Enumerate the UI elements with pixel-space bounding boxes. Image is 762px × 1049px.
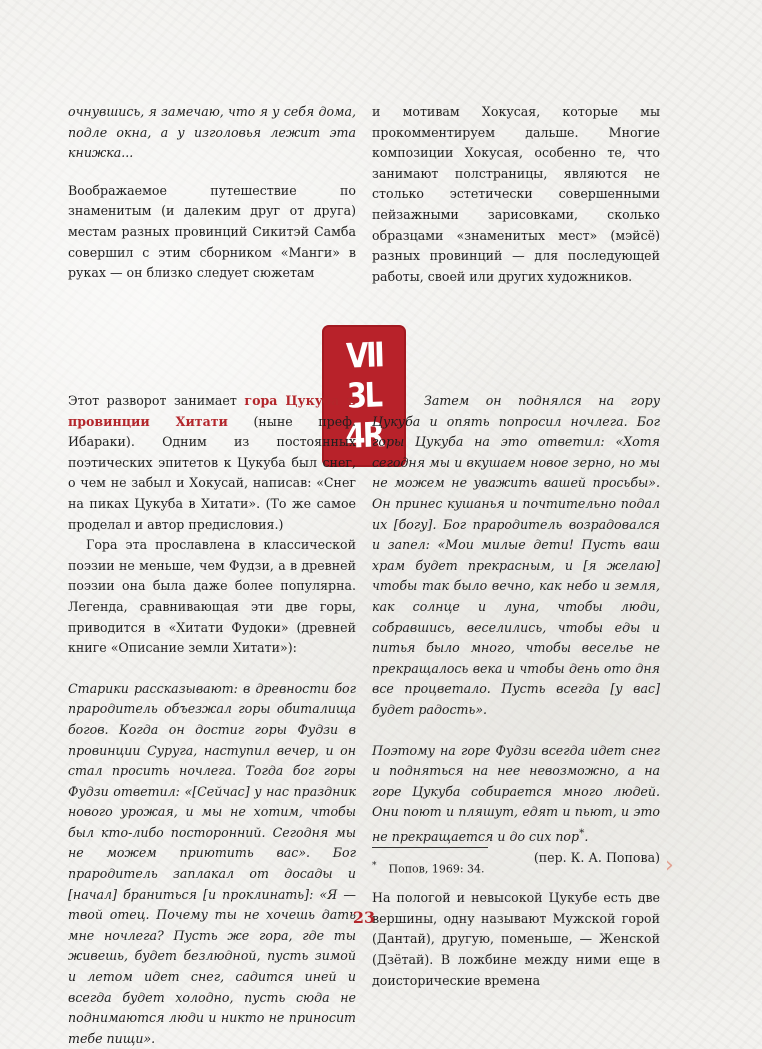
p1-rest: (ныне преф. Ибараки). Одним из постоянных поэтических эпитетов к Цукуба был снег, о чем не забыл и Хокусай, написав: «Снег на пиках Цукуба в Хитати». (То же самое проделал и автор предисловия.) xyxy=(68,413,357,532)
footnote-mark: * xyxy=(579,826,585,839)
quote-2-text: Поэтому на горе Фудзи всегда идет снег и подняться на нее невозможно, а на горе Цукуба собирается много людей. Они поют и пляшут, едят и пьют, и это не прекращается и до сих пор xyxy=(372,742,660,845)
main-right-column xyxy=(372,391,660,991)
seal-line-3: 4R xyxy=(344,415,384,457)
seal-line-2: 3L xyxy=(346,375,382,417)
chevron-right-icon[interactable]: › xyxy=(665,853,674,878)
fuji-tsukuba-quote: Поэтому на горе Фудзи всегда идет снег и подняться на нее невозможно, а на горе Цукуба собирается много людей. Они поют и пляшут, едят и пьют, и это не прекращается и до сих пор*. xyxy=(372,742,660,845)
mount-tsukuba-highlight: гора Цукуба в провинции Хитати xyxy=(68,393,356,429)
tsukuba-intro-paragraph xyxy=(68,391,356,535)
top-left-column xyxy=(68,102,356,284)
seal-line-1: VII xyxy=(345,335,383,377)
hokusai-paragraph: и мотивам Хокусая, которые мы прокомментируем дальше. Многие композиции Хокусая, особенно те, что занимают полстраницы, являются не столько эстетически совершенными пейзажными зарисовками, сколько образцами «знаменитых мест» (мэйсё) разных провинций — для последующей работы, своей или других художников. xyxy=(372,104,660,284)
legend-paragraph: Гора эта прославлена в классической поэзии не меньше, чем Фудзи, а в древней поэзии она была даже более популярна. Легенда, сравнивающая эти две горы, приводится в «Хитати Фудоки» (древней книге «Описание земли Хитати»): xyxy=(68,537,356,656)
p1-start: Этот разворот занимает xyxy=(68,393,245,408)
top-right-column xyxy=(372,102,660,287)
tsukuba-quote: Затем он поднялся на гору Цукуба и опять попросил ночлега. Бог горы Цукуба на это ответил: «Хотя сегодня мы и вкушаем новое зерно, но мы не можем не уважить вашей просьбы». Он принес кушанья и почтительно подал их [богу]. Бог прародитель возрадовался и запел: «Мои милые дети! Пусть ваш храм будет прекрасным, и [я желаю] чтобы так было вечно, как небо и земля, как солнце и луна, чтобы люди, собравшись, веселились, чтобы еды и питья было много, чтобы веселье не прекращалось века и чтобы день ото дня все процветало. Пусть всегда [у вас] будет радость». xyxy=(372,393,660,717)
intro-paragraph: Воображаемое путешествие по знаменитым (и далеким друг от друга) местам разных провинций Сикитэй Самба совершил с этим сборником «Манги» в руках — он близко следует сюжетам xyxy=(68,182,356,281)
footnote-text: Попов, 1969: 34. xyxy=(388,862,485,876)
page-number: 23 xyxy=(352,908,376,927)
translation-attribution: (пер. К. А. Попова) xyxy=(533,849,660,865)
twin-peaks-paragraph: На пологой и невысокой Цукубе есть две вершины, одну называют Мужской горой (Дантай), другую, поменьше, — Женской (Дзётай). В ложбине между ними еще в доисторические времена xyxy=(372,890,660,988)
footnote-divider xyxy=(372,847,488,848)
main-left-column xyxy=(68,391,356,1049)
footnote-marker: * xyxy=(372,861,377,871)
fudoki-quote: Старики рассказывают: в древности бог прародитель объезжал горы обиталища богов. Когда он достиг горы Фудзи в провинции Суруга, наступил вечер, и он стал просить ночлега. Тогда бог горы Фудзи ответил: «[Сейчас] у нас праздник нового урожая, и мы не хотим, чтобы был кто-либо посторонний. Сегодня мы не можем приютить вас». Бог прародитель заплакал от досады и [начал] браниться [и проклинать]: «Я — твой отец. Почему ты не хочешь дать мне ночлега? Пусть же гора, где ты живешь, будет безлюдной, пусть зимой и летом идет снег, садится иней и всегда будет холодно, пусть сюда не поднимаются люди и никто не приносит тебе пищи». xyxy=(68,680,356,1046)
intro-italic: очнувшись, я замечаю, что я у себя дома, подле окна, а у изголовья лежит эта книжка... xyxy=(68,104,356,161)
footnote xyxy=(372,858,485,878)
